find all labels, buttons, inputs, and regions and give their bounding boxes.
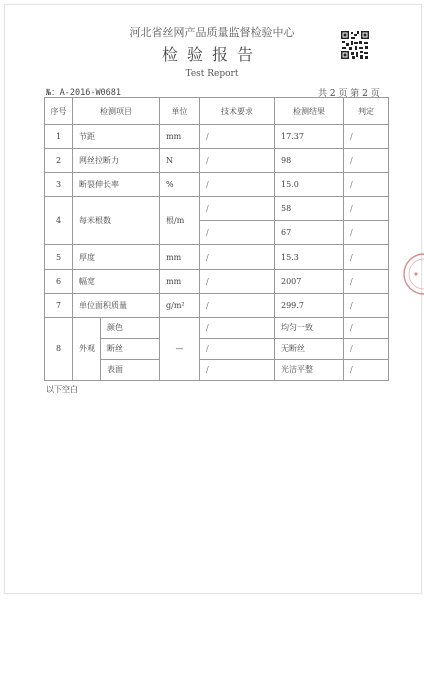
row-no: 6: [45, 269, 73, 293]
row-subitem: 颜色: [101, 317, 160, 338]
row-result: 98: [275, 149, 344, 173]
row-unit: 根/m: [160, 197, 200, 245]
row-result: 15.3: [275, 245, 344, 269]
row-requirement: /: [200, 293, 275, 317]
row-verdict: /: [344, 245, 389, 269]
table-row: [45, 125, 389, 149]
row-verdict: /: [344, 338, 389, 359]
row-no: 5: [45, 245, 73, 269]
row-result: 17.37: [275, 125, 344, 149]
row-unit: mm: [160, 245, 200, 269]
row-item: 单位面积质量: [73, 293, 160, 317]
table-header-row: [45, 98, 389, 125]
row-verdict: /: [344, 317, 389, 338]
row-no: 2: [45, 149, 73, 173]
report-number: №：A-2016-W0681: [46, 88, 122, 98]
row-item: 幅宽: [73, 269, 160, 293]
table-row: [45, 293, 389, 317]
table-row: [45, 269, 389, 293]
row-requirement: /: [200, 359, 275, 380]
row-verdict: /: [344, 125, 389, 149]
row-requirement: /: [200, 221, 275, 245]
header-requirement: 技术要求: [200, 98, 275, 125]
table-row: [45, 149, 389, 173]
row-requirement: /: [200, 173, 275, 197]
row-unit: mm: [160, 269, 200, 293]
row-subitem: 表面: [101, 359, 160, 380]
row-result: 299.7: [275, 293, 344, 317]
qr-code-icon: [340, 30, 370, 60]
header-unit: 单位: [160, 98, 200, 125]
table-row: [45, 173, 389, 197]
row-verdict: /: [344, 293, 389, 317]
row-requirement: /: [200, 269, 275, 293]
row-requirement: /: [200, 149, 275, 173]
row-item: 每米根数: [73, 197, 160, 245]
row-verdict: /: [344, 359, 389, 380]
row-unit: %: [160, 173, 200, 197]
row-requirement: /: [200, 125, 275, 149]
row-requirement: /: [200, 197, 275, 221]
row-result: 均匀一致: [275, 317, 344, 338]
organization-name: 河北省丝网产品质量监督检验中心: [129, 26, 295, 39]
row-no: 3: [45, 173, 73, 197]
row-result: 光洁平整: [275, 359, 344, 380]
header-seq: 序号: [45, 98, 73, 125]
blank-below-note: 以下空白: [46, 385, 78, 394]
row-unit: —: [160, 317, 200, 380]
report-title: 检验报告: [161, 45, 262, 64]
row-item: 断裂伸长率: [73, 173, 160, 197]
row-result: 2007: [275, 269, 344, 293]
row-verdict: /: [344, 149, 389, 173]
row-no: 4: [45, 197, 73, 245]
report-title-en: Test Report: [185, 69, 239, 79]
row-item: 网丝拉断力: [73, 149, 160, 173]
row-item: 厚度: [73, 245, 160, 269]
seam-seal-stamp-icon: [402, 250, 424, 298]
row-unit: mm: [160, 125, 200, 149]
row-requirement: /: [200, 317, 275, 338]
table-row: [45, 197, 389, 221]
row-result: 58: [275, 197, 344, 221]
test-results-table: [44, 97, 389, 381]
row-result: 67: [275, 221, 344, 245]
row-unit: N: [160, 149, 200, 173]
row-subitem: 断丝: [101, 338, 160, 359]
table-row: [45, 245, 389, 269]
row-unit: g/m²: [160, 293, 200, 317]
row-result: 无断丝: [275, 338, 344, 359]
row-verdict: /: [344, 221, 389, 245]
row-no: 7: [45, 293, 73, 317]
table-row: [45, 317, 389, 338]
row-verdict: /: [344, 269, 389, 293]
row-verdict: /: [344, 173, 389, 197]
row-item: 节距: [73, 125, 160, 149]
header-result: 检测结果: [275, 98, 344, 125]
row-requirement: /: [200, 338, 275, 359]
row-requirement: /: [200, 245, 275, 269]
row-no: 8: [45, 317, 73, 380]
row-item: 外观: [73, 317, 101, 380]
page-indicator: 共 2 页 第 2 页: [318, 89, 380, 99]
header-item: 检测项目: [73, 98, 160, 125]
row-no: 1: [45, 125, 73, 149]
header-verdict: 判定: [344, 98, 389, 125]
row-verdict: /: [344, 197, 389, 221]
row-result: 15.0: [275, 173, 344, 197]
